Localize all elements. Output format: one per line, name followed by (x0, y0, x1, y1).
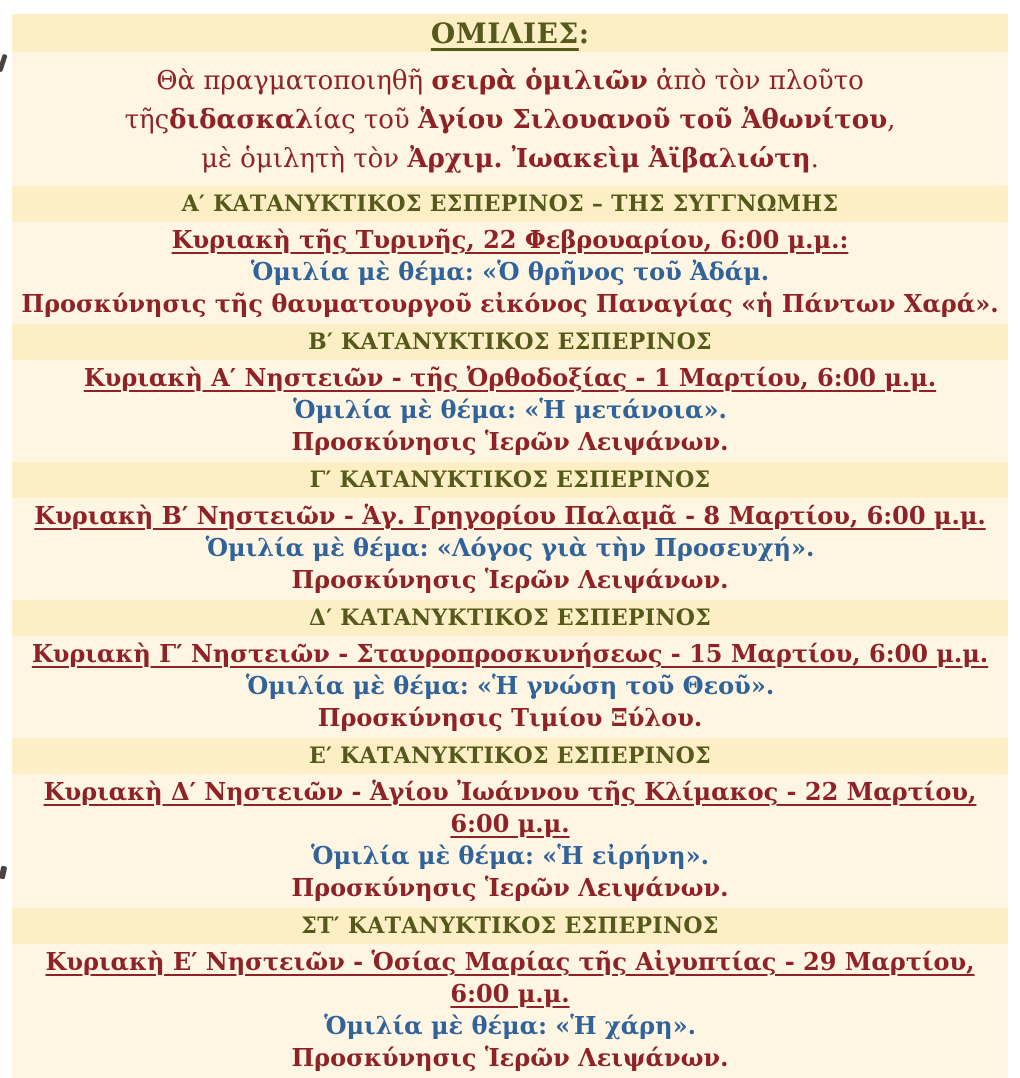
section-body (12, 944, 1008, 1078)
section-date: Κυριακὴ Β′ Νηστειῶν - Ἁγ. Γρηγορίου Παλαμᾶ - 8 Μαρτίου, 6:00 μ.μ. (34, 501, 986, 530)
section-vespers-1 (12, 186, 1008, 324)
section-topic: Ὁμιλία μὲ θέμα: «Ἡ εἰρήνη». (311, 841, 709, 870)
title-band (12, 14, 1008, 52)
section-veneration-note: Προσκύνησις τῆς θαυματουργοῦ εἰκόνος Παναγίας «ἡ Πάντων Χαρά». (21, 289, 999, 318)
intro-text: ίας τοῦ (313, 105, 418, 135)
section-veneration-note: Προσκύνησις Τιμίου Ξύλου. (317, 703, 703, 732)
section-body (12, 498, 1008, 600)
intro-text: . (810, 144, 819, 174)
section-header: Ε′ ΚΑΤΑΝΥΚΤΙΚΟΣ ΕΣΠΕΡΙΝΟΣ (12, 738, 1008, 774)
section-date: Κυριακὴ Ε′ Νηστειῶν - Ὁσίας Μαρίας τῆς Αἰγυπτίας - 29 Μαρτίου, 6:00 μ.μ. (45, 947, 975, 1008)
section-body (12, 636, 1008, 738)
intro-text-bold: διδασκαλ (169, 105, 314, 135)
section-date: Κυριακὴ τῆς Τυρινῆς, 22 Φεβρουαρίου, 6:00 μ.μ.: (171, 225, 849, 254)
section-veneration-note: Προσκύνησις Ἱερῶν Λειψάνων. (291, 565, 729, 594)
section-body (12, 222, 1008, 324)
intro-text-bold: Ἀρχιμ. Ἰωακεὶμ Ἀϊβαλιώτη (407, 144, 811, 174)
intro-line-3 (12, 140, 1008, 179)
section-vespers-6 (12, 908, 1008, 1078)
section-veneration-note: Προσκύνησις Ἱερῶν Λειψάνων. (291, 1043, 729, 1072)
intro-line-2 (12, 101, 1008, 140)
section-body (12, 774, 1008, 908)
intro-paragraph (12, 52, 1008, 186)
scan-artifact-mark-top (0, 54, 8, 73)
section-header: ΣΤ′ ΚΑΤΑΝΥΚΤΙΚΟΣ ΕΣΠΕΡΙΝΟΣ (12, 908, 1008, 944)
section-topic: Ὁμιλία μὲ θέμα: «Ἡ χάρη». (324, 1011, 696, 1040)
page-title: ΟΜΙΛΙΕΣ (430, 16, 579, 50)
announcement-document (12, 14, 1008, 1078)
section-topic: Ὁμιλία μὲ θέμα: «Ἡ μετάνοια». (293, 395, 727, 424)
section-veneration-note: Προσκύνησις Ἱερῶν Λειψάνων. (291, 427, 729, 456)
section-header: Β′ ΚΑΤΑΝΥΚΤΙΚΟΣ ΕΣΠΕΡΙΝΟΣ (12, 324, 1008, 360)
intro-text: τῆς (124, 105, 170, 135)
intro-line-1 (12, 62, 1008, 101)
intro-text: Θὰ πραγματοποιηθῆ (156, 66, 432, 96)
section-date: Κυριακὴ Α′ Νηστειῶν - τῆς Ὀρθοδοξίας - 1 Μαρτίου, 6:00 μ.μ. (83, 363, 937, 392)
scan-artifact-mark-bottom (0, 866, 7, 880)
intro-text: , (887, 105, 896, 135)
page-title-colon: : (578, 16, 590, 50)
intro-text: μὲ ὁμιλητὴ τὸν (201, 144, 408, 174)
section-topic: Ὁμιλία μὲ θέμα: «Ἡ γνώση τοῦ Θεοῦ». (245, 671, 775, 700)
section-vespers-4 (12, 600, 1008, 738)
section-veneration-note: Προσκύνησις Ἱερῶν Λειψάνων. (291, 873, 729, 902)
section-header: Δ′ ΚΑΤΑΝΥΚΤΙΚΟΣ ΕΣΠΕΡΙΝΟΣ (12, 600, 1008, 636)
section-header: Γ′ ΚΑΤΑΝΥΚΤΙΚΟΣ ΕΣΠΕΡΙΝΟΣ (12, 462, 1008, 498)
section-date: Κυριακὴ Δ′ Νηστειῶν - Ἁγίου Ἰωάννου τῆς Κλίμακος - 22 Μαρτίου, 6:00 μ.μ. (43, 777, 977, 838)
section-topic: Ὁμιλία μὲ θέμα: «Ὁ θρῆνος τοῦ Ἀδάμ. (250, 257, 770, 286)
section-header: Α′ ΚΑΤΑΝΥΚΤΙΚΟΣ ΕΣΠΕΡΙΝΟΣ – ΤΗΣ ΣΥΓΓΝΩΜΗΣ (12, 186, 1008, 222)
section-vespers-5 (12, 738, 1008, 908)
intro-text: ἀπὸ τὸν πλοῦτο (647, 66, 864, 96)
section-body (12, 360, 1008, 462)
section-vespers-3 (12, 462, 1008, 600)
section-date: Κυριακὴ Γ′ Νηστειῶν - Σταυροπροσκυνήσεως - 15 Μαρτίου, 6:00 μ.μ. (31, 639, 989, 668)
intro-text-bold: Ἁγίου Σιλουανοῦ τοῦ Ἀθωνίτου (418, 105, 888, 135)
section-vespers-2 (12, 324, 1008, 462)
intro-text-bold: σειρὰ ὁμιλιῶν (431, 66, 648, 96)
section-topic: Ὁμιλία μὲ θέμα: «Λόγος γιὰ τὴν Προσευχή». (205, 533, 815, 562)
